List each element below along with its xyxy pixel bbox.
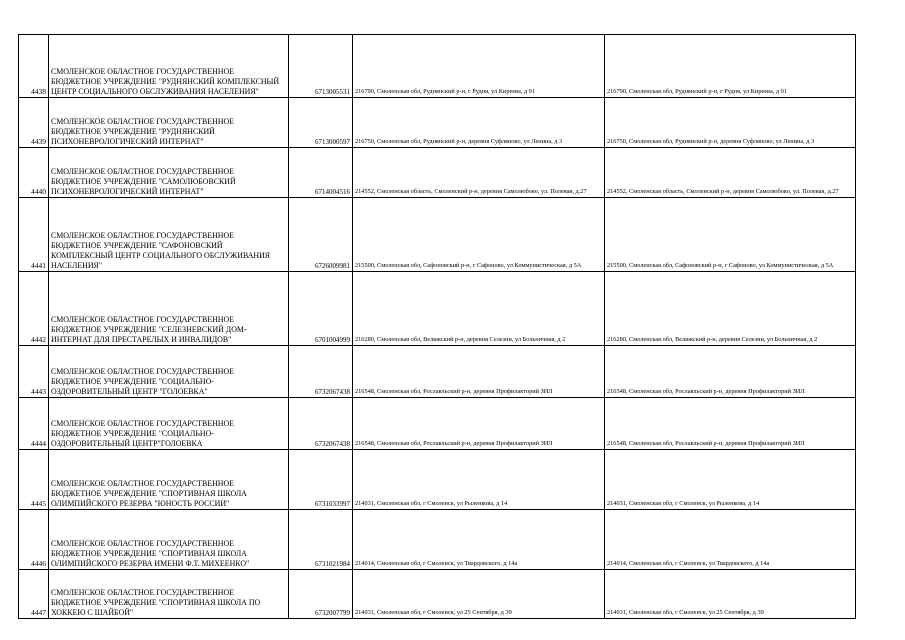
legal-address: 216548, Смоленская обл, Рославльский р-н, деревня Профилакторий ЗИЛ [353, 346, 605, 398]
inn-code: 6731021984 [289, 510, 353, 570]
row-number: 4443 [19, 346, 49, 398]
organization-name: СМОЛЕНСКОЕ ОБЛАСТНОЕ ГОСУДАРСТВЕННОЕ БЮДЖЕТНОЕ УЧРЕЖДЕНИЕ "СПОРТИВНАЯ ШКОЛА ОЛИМПИЙСКОГО РЕЗЕРВА ИМЕНИ Ф.Т. МИХЕЕНКО" [49, 510, 289, 570]
row-number: 4444 [19, 398, 49, 450]
organization-name: СМОЛЕНСКОЕ ОБЛАСТНОЕ ГОСУДАРСТВЕННОЕ БЮДЖЕТНОЕ УЧРЕЖДЕНИЕ "РУДНЯНСКИЙ КОМПЛЕКСНЫЙ ЦЕНТР СОЦИАЛЬНОГО ОБСЛУЖИВАНИЯ НАСЕЛЕНИЯ" [49, 35, 289, 98]
table-row [19, 510, 856, 570]
organization-name: СМОЛЕНСКОЕ ОБЛАСТНОЕ ГОСУДАРСТВЕННОЕ БЮДЖЕТНОЕ УЧРЕЖДЕНИЕ "РУДНЯНСКИЙ ПСИХОНЕВРОЛОГИЧЕСКИЙ ИНТЕРНАТ" [49, 98, 289, 148]
row-number: 4439 [19, 98, 49, 148]
legal-address: 214031, Смоленская обл, г Смоленск, ул 25 Сентября, д 39 [353, 570, 605, 619]
organization-name: СМОЛЕНСКОЕ ОБЛАСТНОЕ ГОСУДАРСТВЕННОЕ БЮДЖЕТНОЕ УЧРЕЖДЕНИЕ "СПОРТИВНАЯ ШКОЛА ОЛИМПИЙСКОГО РЕЗЕРВА "ЮНОСТЬ РОССИИ" [49, 450, 289, 510]
row-number: 4438 [19, 35, 49, 98]
row-number: 4447 [19, 570, 49, 619]
actual-address: 214031, Смоленская обл, г Смоленск, ул 25 Сентября, д 39 [605, 570, 856, 619]
table-row [19, 35, 856, 98]
inn-code: 6701004999 [289, 272, 353, 346]
actual-address: 216280, Смоленская обл, Велижский р-н, деревня Селезни, ул Больничная, д 2 [605, 272, 856, 346]
inn-code: 6726009981 [289, 198, 353, 272]
table-row [19, 148, 856, 198]
legal-address: 216548, Смоленская обл, Рославльский р-н, деревня Профилакторий ЗИЛ [353, 398, 605, 450]
registry-table [18, 34, 856, 619]
table-row [19, 450, 856, 510]
legal-address: 215500, Смоленская обл, Сафоновский р-н, г Сафоново, ул Коммунистическая, д 5А [353, 198, 605, 272]
table-row [19, 346, 856, 398]
actual-address: 216790, Смоленская обл, Руднянский р-н, г Рудня, ул Киреева, д 91 [605, 35, 856, 98]
actual-address: 216548, Смоленская обл, Рославльский р-н, деревня Профилакторий ЗИЛ [605, 398, 856, 450]
legal-address: 216280, Смоленская обл, Велижский р-н, деревня Селезни, ул Больничная, д 2 [353, 272, 605, 346]
actual-address: 214031, Смоленская обл, г Смоленск, ул Рыленкова, д 14 [605, 450, 856, 510]
table-row [19, 272, 856, 346]
organization-name: СМОЛЕНСКОЕ ОБЛАСТНОЕ ГОСУДАРСТВЕННОЕ БЮДЖЕТНОЕ УЧРЕЖДЕНИЕ "СЕЛЕЗНЕВСКИЙ ДОМ-ИНТЕРНАТ ДЛЯ ПРЕСТАРЕЛЫХ И ИНВАЛИДОВ" [49, 272, 289, 346]
actual-address: 214552, Смоленская область, Смоленский р-н, деревня Самолюбово, ул. Полевая, д.27 [605, 148, 856, 198]
actual-address: 216750, Смоленская обл, Руднянский р-н, деревня Суфляново, ул Ленина, д 3 [605, 98, 856, 148]
organization-name: СМОЛЕНСКОЕ ОБЛАСТНОЕ ГОСУДАРСТВЕННОЕ БЮДЖЕТНОЕ УЧРЕЖДЕНИЕ "СОЦИАЛЬНО-ОЗДОРОВИТЕЛЬНЫЙ ЦЕНТР "ГОЛОЕВКА" [49, 346, 289, 398]
registry-sheet [18, 34, 855, 619]
inn-code: 6714004516 [289, 148, 353, 198]
table-row [19, 570, 856, 619]
legal-address: 216790, Смоленская обл, Руднянский р-н, г Рудня, ул Киреева, д 91 [353, 35, 605, 98]
inn-code: 6713005531 [289, 35, 353, 98]
row-number: 4441 [19, 198, 49, 272]
row-number: 4440 [19, 148, 49, 198]
actual-address: 216548, Смоленская обл, Рославльский р-н, деревня Профилакторий ЗИЛ [605, 346, 856, 398]
inn-code: 6713000597 [289, 98, 353, 148]
table-row [19, 398, 856, 450]
actual-address: 215500, Смоленская обл, Сафоновский р-н, г Сафоново, ул Коммунистическая, д 5А [605, 198, 856, 272]
legal-address: 214552, Смоленская область, Смоленский р-н, деревня Самолюбово, ул. Полевая, д.27 [353, 148, 605, 198]
organization-name: СМОЛЕНСКОЕ ОБЛАСТНОЕ ГОСУДАРСТВЕННОЕ БЮДЖЕТНОЕ УЧРЕЖДЕНИЕ "САФОНОВСКИЙ КОМПЛЕКСНЫЙ ЦЕНТР СОЦИАЛЬНОГО ОБСЛУЖИВАНИЯ НАСЕЛЕНИЯ" [49, 198, 289, 272]
organization-name: СМОЛЕНСКОЕ ОБЛАСТНОЕ ГОСУДАРСТВЕННОЕ БЮДЖЕТНОЕ УЧРЕЖДЕНИЕ "СОЦИАЛЬНО-ОЗДОРОВИТЕЛЬНЫЙ ЦЕНТР"ГОЛОЕВКА [49, 398, 289, 450]
table-row [19, 198, 856, 272]
actual-address: 214014, Смоленская обл, г Смоленск, ул Твардовского, д 14а [605, 510, 856, 570]
legal-address: 214014, Смоленская обл, г Смоленск, ул Твардовского, д 14а [353, 510, 605, 570]
row-number: 4446 [19, 510, 49, 570]
legal-address: 216750, Смоленская обл, Руднянский р-н, деревня Суфляново, ул Ленина, д 3 [353, 98, 605, 148]
table-row [19, 98, 856, 148]
inn-code: 6731033997 [289, 450, 353, 510]
row-number: 4442 [19, 272, 49, 346]
organization-name: СМОЛЕНСКОЕ ОБЛАСТНОЕ ГОСУДАРСТВЕННОЕ БЮДЖЕТНОЕ УЧРЕЖДЕНИЕ "САМОЛЮБОВСКИЙ ПСИХОНЕВРОЛОГИЧЕСКИЙ ИНТЕРНАТ" [49, 148, 289, 198]
inn-code: 6732067438 [289, 346, 353, 398]
inn-code: 6732067438 [289, 398, 353, 450]
organization-name: СМОЛЕНСКОЕ ОБЛАСТНОЕ ГОСУДАРСТВЕННОЕ БЮДЖЕТНОЕ УЧРЕЖДЕНИЕ "СПОРТИВНАЯ ШКОЛА ПО ХОККЕЮ С ШАЙБОЙ" [49, 570, 289, 619]
legal-address: 214031, Смоленская обл, г Смоленск, ул Рыленкова, д 14 [353, 450, 605, 510]
inn-code: 6732007799 [289, 570, 353, 619]
row-number: 4445 [19, 450, 49, 510]
